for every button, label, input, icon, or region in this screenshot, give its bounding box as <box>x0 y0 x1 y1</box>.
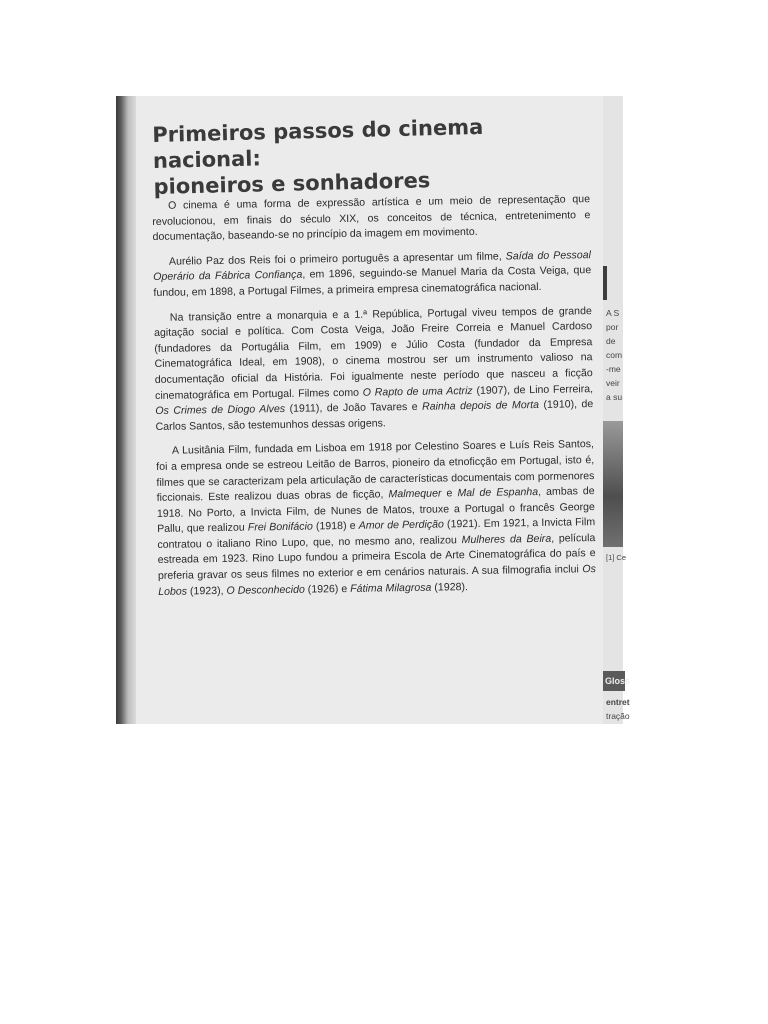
film-title: Malmequer <box>388 487 442 501</box>
film-title: Mulheres da Beira <box>461 532 552 547</box>
adjacent-text-line: veir <box>606 378 620 388</box>
film-title: Os Lobos <box>158 563 596 598</box>
adjacent-text-line: de <box>606 336 616 346</box>
text-run: , em 1896, seguindo-se Manuel Maria da Costa Veiga, que fundou, em 1898, a Portugal Filmes, a primeira empresa cinematográfica nacional. <box>153 264 592 299</box>
text-run: (1918) e <box>312 520 359 533</box>
text-run: (1923), <box>186 584 227 598</box>
text-run: (1910), de Carlos Santos, são testemunhos dessas origens. <box>155 398 594 433</box>
adjacent-text-line: A S <box>606 308 620 318</box>
film-title: Amor de Perdição <box>358 518 444 533</box>
paragraph-4 <box>156 437 596 600</box>
film-title: Saída do Pessoal Operário da Fábrica Confiança <box>153 248 592 284</box>
text-run: (1928). <box>431 580 469 594</box>
title-line-1: Primeiros passos do cinema nacional: <box>152 114 484 173</box>
book-spine <box>116 96 136 724</box>
article-title <box>152 111 594 200</box>
article-body <box>152 192 596 609</box>
text-run: , ambas de 1918. No Porto, a Invicta Film, de Nunes de Matos, trouxe a Portugal o francês George Pallu, que realizou <box>156 485 595 536</box>
text-run: , película estreada em 1923. Rino Lupo fundou a primeira Escola de Arte Cinematográfica do país e preferia gravar os seus filmes no exterior e em cenários naturais. A sua filmografia inclui <box>157 531 596 583</box>
glossary-term: entret <box>606 697 630 707</box>
text-run: Na transição entre a monarquia e a 1.ª República, Portugal viveu tempos de grande agitação social e política. Com Costa Veiga, João Freire Correia e Manuel Cardoso (fundadores da Portugália Film, em 1909) e Júlio Costa (fundador da Empresa Cinematográfica Ideal, em 1908), o cinema mostrou ser um instrumento valioso na documentação oficial da História. Foi igualmente neste período que nasceu a ficção cinematográfica em Portugal. Filmes como <box>154 304 593 402</box>
film-title: Frei Bonifácio <box>247 520 313 534</box>
book-page <box>136 96 603 724</box>
adjacent-page <box>603 96 631 724</box>
adjacent-page-rule <box>603 266 607 300</box>
film-title: Fátima Milagrosa <box>350 581 432 595</box>
text-run: e <box>441 487 458 500</box>
text-run: A Lusitânia Film, fundada em Lisboa em 1918 por Celestino Soares e Luís Reis Santos, foi a empresa onde se estreou Leitão de Barros, pioneiro da etnoficção em Portugal, isto é, filmes que se caracterizam pela articulação de características documentais com pormenores ficcionais. Este realizou duas obras de ficção, <box>156 438 595 505</box>
adjacent-text-line: com <box>606 350 623 360</box>
adjacent-caption: [1] Ce <box>606 553 627 562</box>
book-photo <box>116 96 631 724</box>
film-title: O Rapto de uma Actriz <box>362 384 473 399</box>
paragraph-3 <box>154 304 594 436</box>
adjacent-text-line: por <box>606 322 619 332</box>
film-title: Rainha depois de Morta <box>421 399 540 413</box>
glossary-header: Gloss <box>603 671 625 691</box>
film-title: Mal de Espanha <box>457 486 539 500</box>
film-title: O Desconhecido <box>226 583 305 597</box>
text-run: (1921). Em 1921, a Invicta Film contratou o italiano Rino Lupo, que, no mesmo ano, realizou <box>157 516 596 551</box>
title-line-2: pioneiros e sonhadores <box>153 168 431 199</box>
paragraph-1: O cinema é uma forma de expressão artística e um meio de representação que revolucionou, em finais do século XIX, os conceitos de técnica, entretenimento e documentação, baseando-se no princípio da imagem em movimento. <box>152 193 591 244</box>
text-run: (1907), de Lino Ferreira, <box>472 382 594 397</box>
film-title: Os Crimes de Diogo Alves <box>155 403 286 418</box>
text-run: (1926) e <box>304 582 351 596</box>
adjacent-photo <box>603 421 623 547</box>
paragraph-2 <box>153 248 592 302</box>
adjacent-text-line: a su <box>606 392 623 402</box>
text-run: (1911), de João Tavares e <box>285 400 423 416</box>
glossary-text: tração <box>606 711 630 721</box>
adjacent-text-line: -me <box>606 364 621 374</box>
text-run: Aurélio Paz dos Reis foi o primeiro português a apresentar um filme, <box>168 250 506 268</box>
